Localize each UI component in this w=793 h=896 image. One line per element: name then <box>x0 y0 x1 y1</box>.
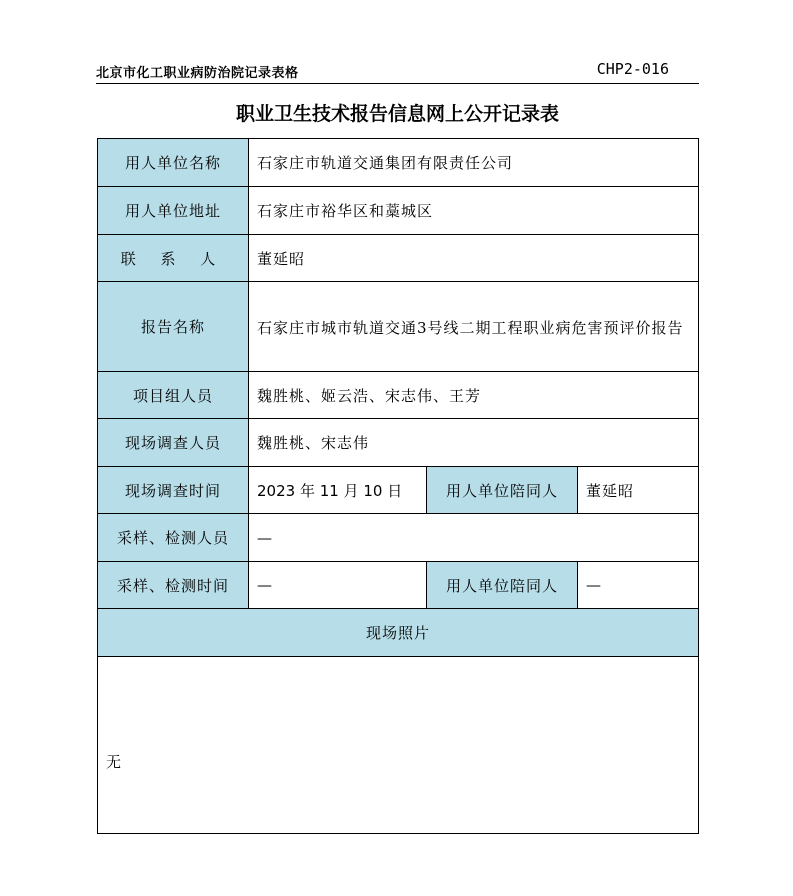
form-org-header: 北京市化工职业病防治院记录表格 <box>96 66 299 81</box>
report-name-value: 石家庄市城市轨道交通3号线二期工程职业病危害预评价报告 <box>249 282 699 372</box>
employer-address-label: 用人单位地址 <box>98 187 249 235</box>
survey-time-value: 2023 年 11 月 10 日 <box>249 467 427 514</box>
contact-label: 联 系 人 <box>98 235 249 282</box>
survey-staff-value: 魏胜桃、宋志伟 <box>249 419 699 467</box>
employer-name-label: 用人单位名称 <box>98 139 249 187</box>
record-table <box>97 138 699 834</box>
form-code: CHP2-016 <box>596 60 669 78</box>
team-value: 魏胜桃、姬云浩、宋志伟、王芳 <box>249 372 699 419</box>
row-photos-header <box>98 609 699 657</box>
photos-label: 现场照片 <box>98 609 699 657</box>
survey-staff-label: 现场调查人员 <box>98 419 249 467</box>
team-label: 项目组人员 <box>98 372 249 419</box>
row-report-name <box>98 282 699 372</box>
sampling-escort-value: — <box>578 562 699 609</box>
row-contact <box>98 235 699 282</box>
row-sampling-staff <box>98 514 699 562</box>
survey-escort-value: 董延昭 <box>578 467 699 514</box>
sampling-time-label: 采样、检测时间 <box>98 562 249 609</box>
row-team <box>98 372 699 419</box>
row-employer-address <box>98 187 699 235</box>
employer-name-value: 石家庄市轨道交通集团有限责任公司 <box>249 139 699 187</box>
sampling-staff-value: — <box>249 514 699 562</box>
row-photos <box>98 657 699 834</box>
row-survey-staff <box>98 419 699 467</box>
sampling-staff-label: 采样、检测人员 <box>98 514 249 562</box>
survey-time-label: 现场调查时间 <box>98 467 249 514</box>
survey-escort-label: 用人单位陪同人 <box>427 467 578 514</box>
row-survey-time <box>98 467 699 514</box>
page-title: 职业卫生技术报告信息网上公开记录表 <box>235 103 559 125</box>
employer-address-value: 石家庄市裕华区和藁城区 <box>249 187 699 235</box>
row-employer-name <box>98 139 699 187</box>
header-divider <box>96 83 699 84</box>
row-sampling-time <box>98 562 699 609</box>
report-name-label: 报告名称 <box>98 282 249 372</box>
sampling-escort-label: 用人单位陪同人 <box>427 562 578 609</box>
photos-content: 无 <box>98 657 699 834</box>
sampling-time-value: — <box>249 562 427 609</box>
contact-value: 董延昭 <box>249 235 699 282</box>
